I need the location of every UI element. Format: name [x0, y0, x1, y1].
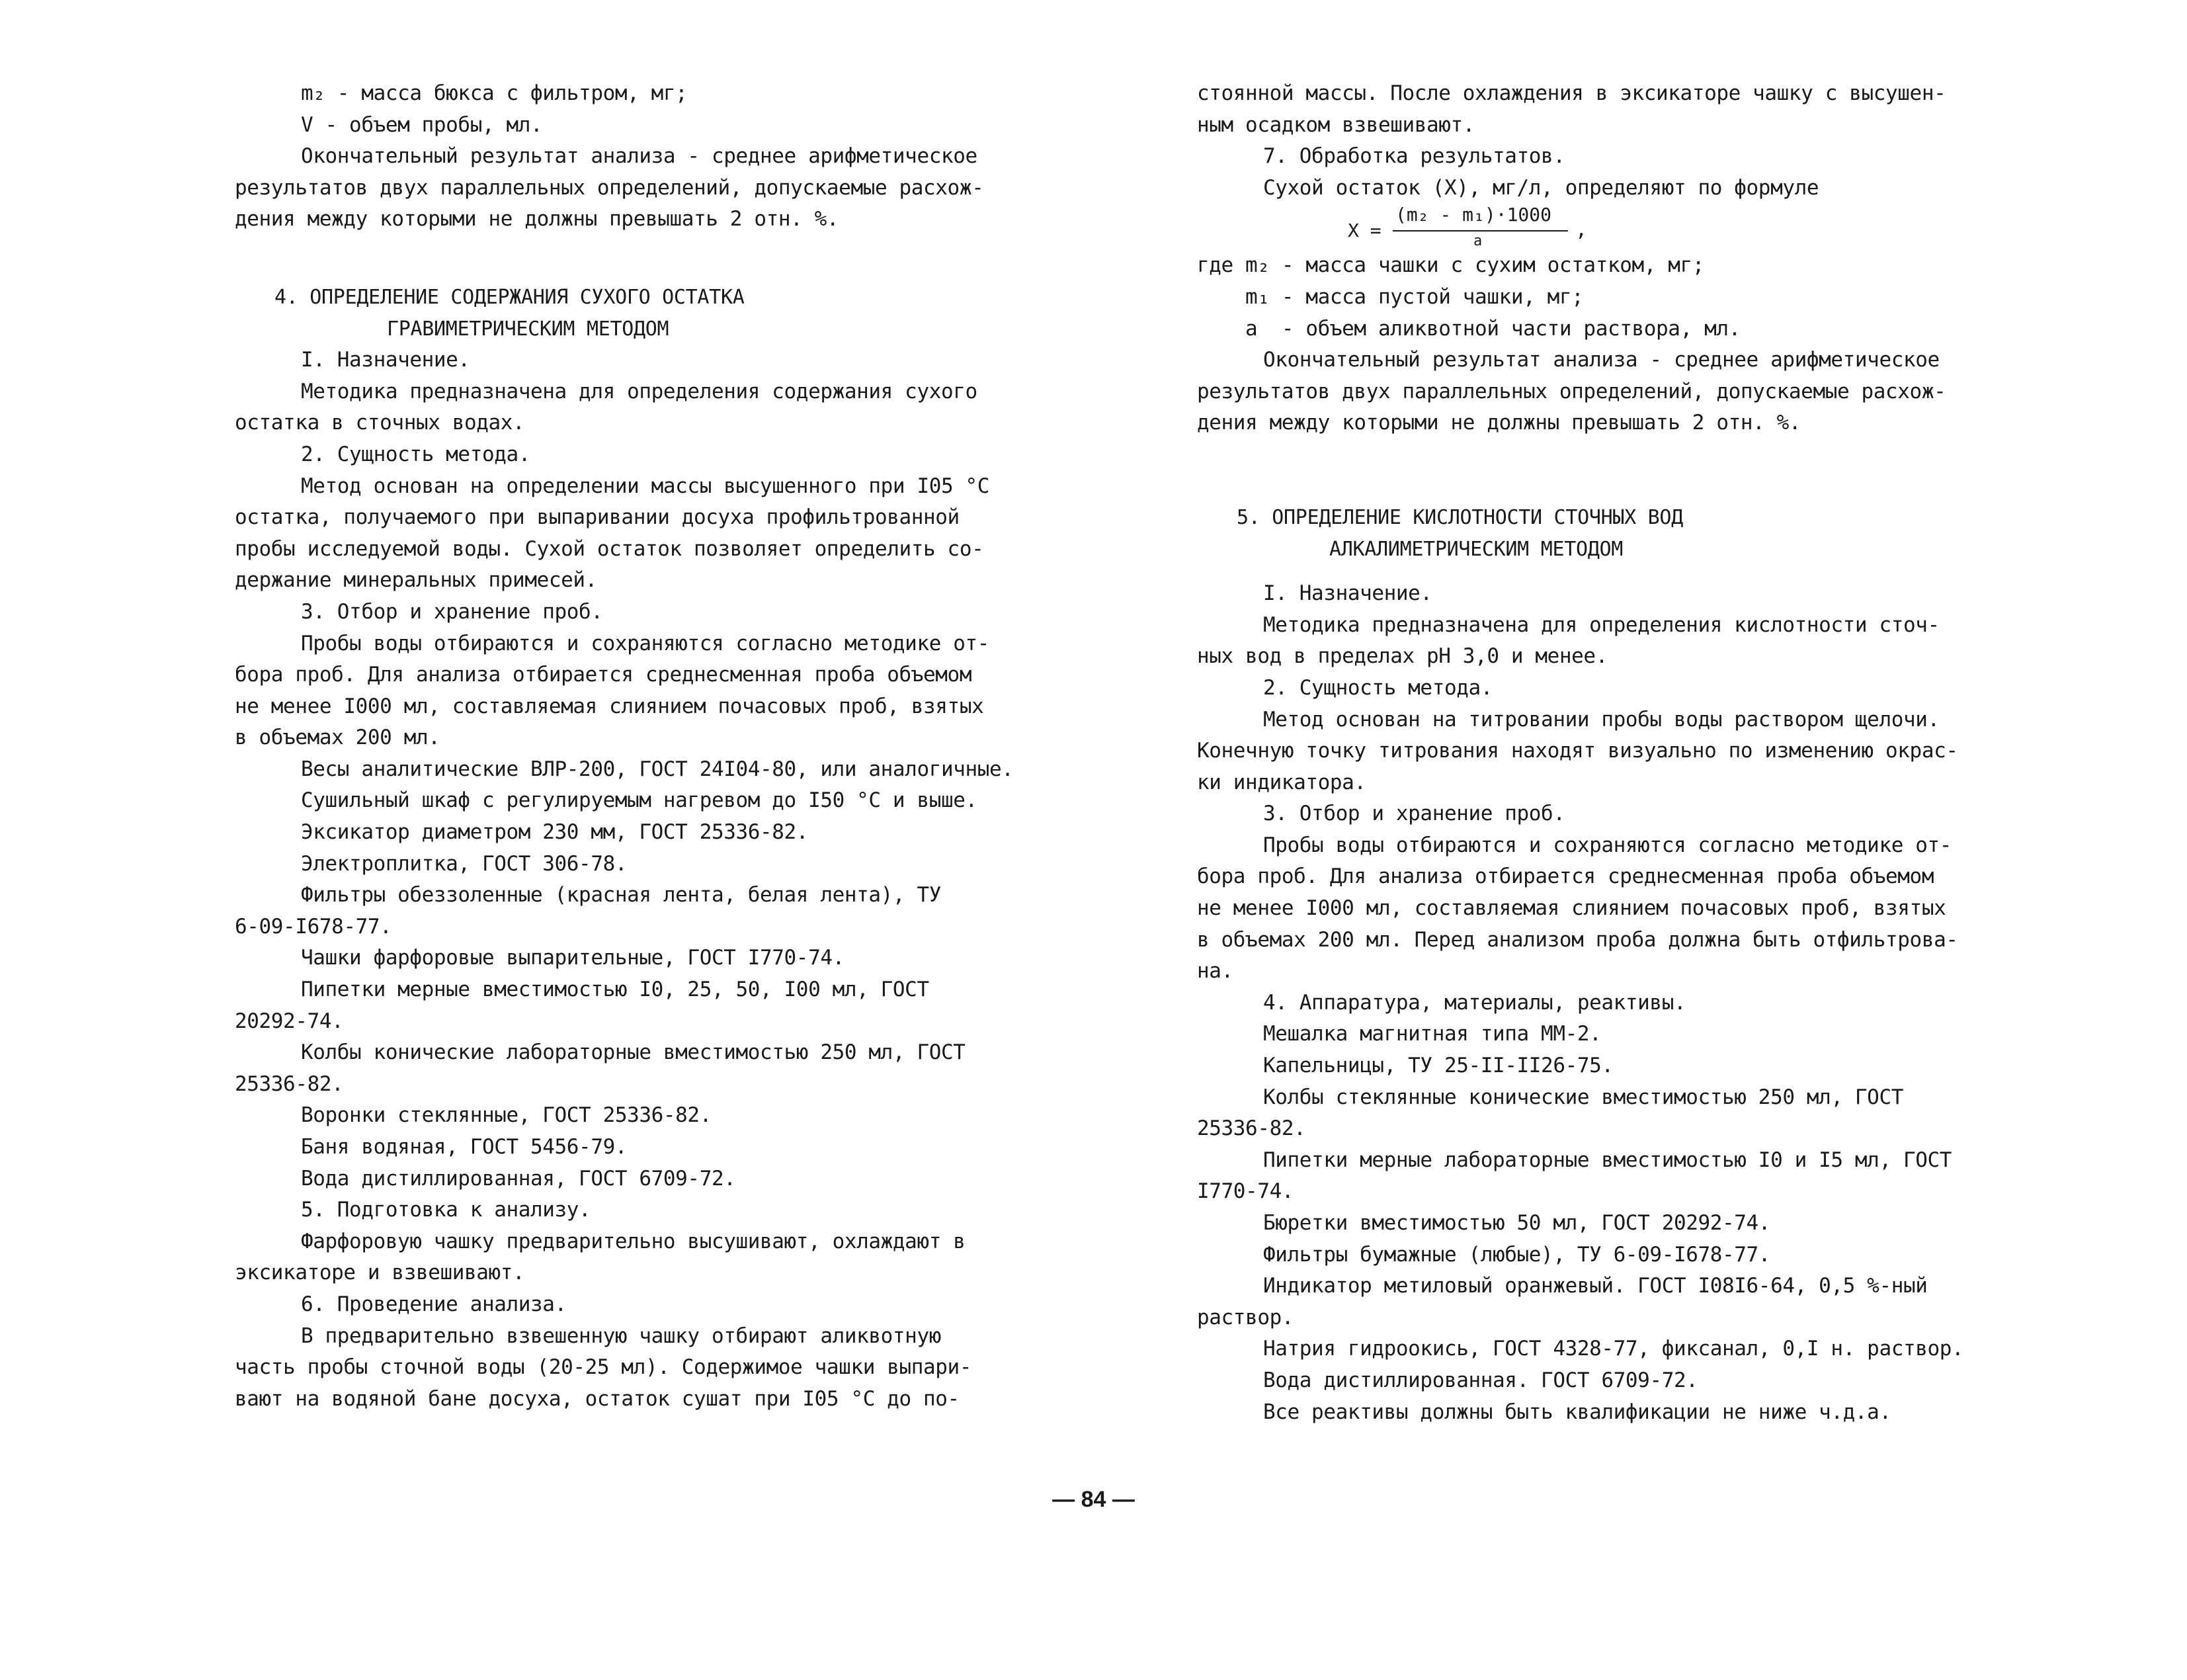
formula-numerator: (m₂ - m₁)·1000 — [1395, 204, 1552, 226]
section-5-title-line-2: АЛКАЛИМЕТРИЧЕСКИМ МЕТОДОМ — [1329, 537, 1624, 561]
text-line: 25336-82. — [235, 1071, 344, 1096]
text-line: Бюретки вместимостью 50 мл, ГОСТ 20292-74. — [1263, 1211, 1771, 1235]
section-5-body — [1197, 578, 2077, 1428]
text-line: пробы исследуемой воды. Сухой остаток позволяет определить со- — [235, 536, 984, 561]
text-line: дения между которыми не должны превышать 2 отн. %. — [235, 207, 839, 231]
text-line: остатка, получаемого при выпаривании досуха профильтрованной — [235, 505, 960, 530]
text-line: Фарфоровую чашку предварительно высушивают, охлаждают в — [301, 1229, 966, 1253]
text-line: Колбы конические лабораторные вместимостью 250 мл, ГОСТ — [301, 1040, 966, 1065]
text-line: часть пробы сточной воды (20-25 мл). Содержимое чашки выпари- — [235, 1355, 972, 1380]
left-top-text — [235, 78, 1114, 235]
text-line: 7. Обработка результатов. — [1263, 144, 1565, 169]
text-line: Вода дистиллированная. ГОСТ 6709-72. — [1263, 1368, 1698, 1392]
text-line: 6-09-I678-77. — [235, 914, 392, 939]
formula-fraction-bar — [1393, 230, 1568, 231]
text-line: 2. Сущность метода. — [1263, 675, 1493, 700]
text-line: Метод основан на титровании пробы воды раствором щелочи. — [1263, 707, 1940, 732]
text-line: I. Назначение. — [1263, 581, 1432, 606]
text-line: эксикаторе и взвешивают. — [235, 1261, 525, 1285]
text-line: Чашки фарфоровые выпарительные, ГОСТ I770-74. — [301, 946, 845, 970]
text-line: a - объем аликвотной части раствора, мл. — [1197, 316, 1741, 341]
text-line: дения между которыми не должны превышать 2 отн. %. — [1197, 411, 1801, 435]
text-line: результатов двух параллельных определений, допускаемые расхож- — [1197, 379, 1946, 403]
page-number: — 84 — — [1052, 1487, 1135, 1512]
text-line: 4. Аппаратура, материалы, реактивы. — [1263, 990, 1686, 1015]
text-line: Воронки стеклянные, ГОСТ 25336-82. — [301, 1103, 712, 1128]
text-line: 3. Отбор и хранение проб. — [301, 599, 603, 624]
text-line: Пробы воды отбираются и сохраняются согласно методике от- — [1263, 833, 1952, 857]
text-line: бора проб. Для анализа отбирается среднесменная проба объемом — [1197, 864, 1934, 889]
text-line: Пробы воды отбираются и сохраняются согласно методике от- — [301, 631, 990, 655]
text-line: Индикатор метиловый оранжевый. ГОСТ I08I6-64, 0,5 %-ный — [1263, 1274, 1928, 1298]
text-line: 25336-82. — [1197, 1116, 1306, 1141]
text-line: Баня водяная, ГОСТ 5456-79. — [301, 1135, 628, 1159]
text-line: не менее I000 мл, составляемая слиянием почасовых проб, взятых — [1197, 896, 1946, 921]
text-line: 3. Отбор и хранение проб. — [1263, 802, 1565, 826]
text-line: 20292-74. — [235, 1009, 344, 1033]
text-line: Капельницы, ТУ 25-II-II26-75. — [1263, 1054, 1614, 1078]
text-line: 6. Проведение анализа. — [301, 1292, 567, 1316]
text-line: раствор. — [1197, 1305, 1294, 1329]
text-line: где m₂ - масса чашки с сухим остатком, мг; — [1197, 253, 1705, 278]
formula-legend — [1197, 250, 2077, 439]
text-line: Весы аналитические ВЛР-200, ГОСТ 24I04-80, или аналогичные. — [301, 757, 1014, 781]
text-line: Конечную точку титрования находят визуально по изменению окрас- — [1197, 739, 1958, 763]
section-5-heading — [1197, 502, 2077, 565]
text-line: m₂ - масса бюкса с фильтром, мг; — [301, 81, 688, 105]
text-line: на. — [1197, 959, 1233, 984]
right-top-text — [1197, 78, 2077, 204]
text-line: остатка в сточных водах. — [235, 411, 525, 435]
text-line: бора проб. Для анализа отбирается среднесменная проба объемом — [235, 663, 972, 687]
formula-denominator: a — [1473, 233, 1483, 250]
right-column — [1197, 78, 2077, 1428]
text-line: Колбы стеклянные конические вместимостью 250 мл, ГОСТ — [1263, 1085, 1903, 1109]
formula-lhs: X = — [1348, 220, 1382, 242]
text-line: результатов двух параллельных определений, допускаемые расхож- — [235, 175, 984, 200]
text-line: Натрия гидроокись, ГОСТ 4328-77, фиксанал, 0,I н. раствор. — [1263, 1337, 1964, 1361]
section-4-heading — [235, 282, 1114, 345]
dry-residue-formula — [1197, 204, 2077, 250]
text-line: Фильтры обеззоленные (красная лента, белая лента), ТУ — [301, 883, 941, 907]
formula-tail: , — [1575, 218, 1588, 242]
text-line: не менее I000 мл, составляемая слиянием почасовых проб, взятых — [235, 694, 984, 718]
text-line: Эксикатор диаметром 230 мм, ГОСТ 25336-82. — [301, 820, 809, 845]
text-line: Мешалка магнитная типа ММ-2. — [1263, 1022, 1602, 1046]
text-line: Методика предназначена для определения содержания сухого — [301, 379, 977, 403]
text-line: 2. Сущность метода. — [301, 442, 531, 466]
text-line: Окончательный результат анализа - среднее арифметическое — [301, 144, 977, 169]
text-line: в объемах 200 мл. — [235, 726, 440, 750]
section-4-body — [235, 345, 1114, 1415]
section-4-title-line-1: 4. ОПРЕДЕЛЕНИЕ СОДЕРЖАНИЯ СУХОГО ОСТАТКА — [274, 285, 745, 309]
text-line: вают на водяной бане досуха, остаток сушат при I05 °C до по- — [235, 1386, 960, 1411]
text-line: Фильтры бумажные (любые), ТУ 6-09-I678-77. — [1263, 1242, 1771, 1267]
text-line: Пипетки мерные лабораторные вместимостью I0 и I5 мл, ГОСТ — [1263, 1148, 1952, 1172]
text-line: m₁ - масса пустой чашки, мг; — [1197, 284, 1584, 309]
text-line: Электроплитка, ГОСТ 306-78. — [301, 851, 628, 876]
text-line: стоянной массы. После охлаждения в эксикаторе чашку с высушен- — [1197, 81, 1946, 105]
section-4-title-line-2: ГРАВИМЕТРИЧЕСКИМ МЕТОДОМ — [387, 317, 669, 341]
section-5-title-line-1: 5. ОПРЕДЕЛЕНИЕ КИСЛОТНОСТИ СТОЧНЫХ ВОД — [1237, 505, 1683, 529]
text-line: Пипетки мерные вместимостью I0, 25, 50, I00 мл, ГОСТ — [301, 978, 929, 1002]
text-line: Метод основан на определении массы высушенного при I05 °C — [301, 474, 990, 498]
text-line: Сухой остаток (X), мг/л, определяют по формуле — [1263, 175, 1819, 200]
text-line: Вода дистиллированная, ГОСТ 6709-72. — [301, 1166, 736, 1191]
text-line: В предварительно взвешенную чашку отбирают аликвотную — [301, 1323, 941, 1348]
text-line: Сушильный шкаф с регулируемым нагревом до I50 °C и выше. — [301, 788, 977, 813]
text-line: Все реактивы должны быть квалификации не ниже ч.д.а. — [1263, 1400, 1891, 1424]
text-line: 5. Подготовка к анализу. — [301, 1198, 591, 1222]
text-line: ным осадком взвешивают. — [1197, 112, 1475, 137]
text-line: держание минеральных примесей. — [235, 568, 597, 593]
text-line: V - объем пробы, мл. — [301, 112, 543, 137]
text-line: ки индикатора. — [1197, 770, 1366, 794]
left-column — [235, 78, 1114, 1415]
text-line: Методика предназначена для определения кислотности сточ- — [1263, 612, 1940, 637]
text-line: I770-74. — [1197, 1179, 1294, 1204]
text-line: ных вод в пределах pH 3,0 и менее. — [1197, 644, 1608, 669]
text-line: в объемах 200 мл. Перед анализом проба должна быть отфильтрова- — [1197, 927, 1958, 952]
text-line: I. Назначение. — [301, 348, 470, 372]
text-line: Окончательный результат анализа - среднее арифметическое — [1263, 348, 1940, 372]
